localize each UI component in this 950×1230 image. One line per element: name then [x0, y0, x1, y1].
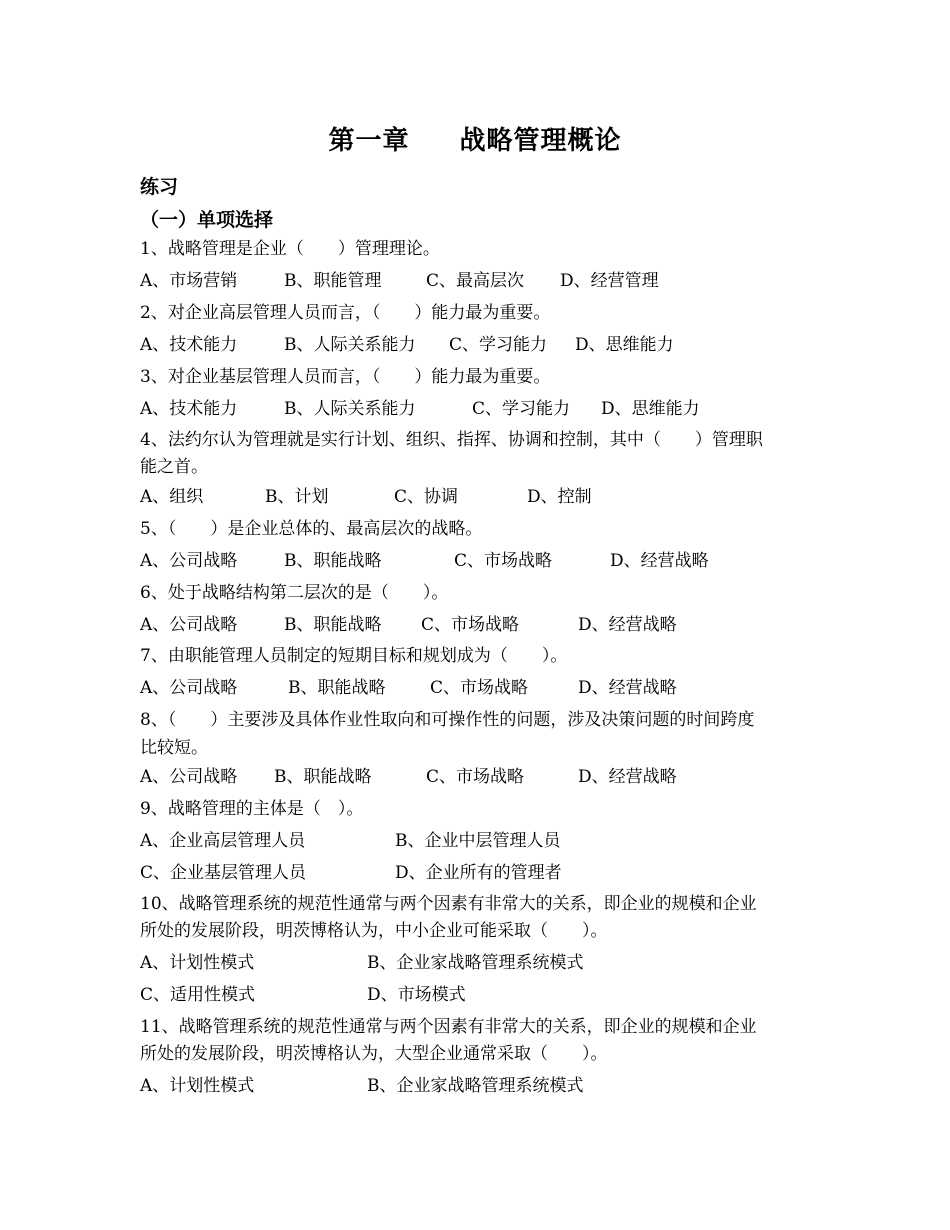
- answer-option: A、技术能力: [140, 399, 238, 419]
- answer-option: C、市场战略: [426, 767, 525, 787]
- question-text: 5、（ ）是企业总体的、最高层次的战略。: [140, 519, 483, 539]
- answer-option: A、企业高层管理人员: [140, 831, 306, 851]
- question-text: 1、战略管理是企业（ ）管理理论。: [140, 239, 440, 259]
- question-text: 8、（ ）主要涉及具体作业性取向和可操作性的问题，涉及决策问题的时间跨度: [140, 710, 755, 730]
- answer-option: B、企业中层管理人员: [395, 831, 561, 851]
- answer-option: D、经营管理: [560, 271, 659, 291]
- answer-option: D、控制: [527, 487, 592, 507]
- answer-option: C、适用性模式: [140, 985, 256, 1005]
- question-text: 所处的发展阶段，明茨博格认为，中小企业可能采取（ ）。: [140, 921, 608, 941]
- answer-option: A、市场营销: [140, 271, 238, 291]
- chapter-number: 第一章: [328, 126, 410, 156]
- question-text: 9、战略管理的主体是（ ）。: [140, 799, 364, 819]
- answer-option: B、职能战略: [284, 615, 382, 635]
- answer-option: A、组织: [140, 487, 204, 507]
- question-text: 所处的发展阶段，明茨博格认为，大型企业通常采取（ ）。: [140, 1044, 608, 1064]
- answer-option: B、职能战略: [274, 767, 372, 787]
- answer-option: A、技术能力: [140, 335, 238, 355]
- answer-option: C、学习能力: [472, 399, 571, 419]
- answer-option: A、公司战略: [140, 615, 238, 635]
- question-text: 比较短。: [140, 738, 208, 758]
- question-text: 能之首。: [140, 457, 208, 477]
- answer-option: D、思维能力: [601, 399, 700, 419]
- answer-option: C、企业基层管理人员: [140, 863, 307, 883]
- answer-option: C、市场战略: [430, 678, 529, 698]
- answer-option: C、市场战略: [454, 551, 553, 571]
- question-text: 11、战略管理系统的规范性通常与两个因素有非常大的关系，即企业的规模和企业: [140, 1017, 757, 1037]
- question-text: 2、对企业高层管理人员而言，（ ）能力最为重要。: [140, 303, 551, 323]
- answer-option: A、计划性模式: [140, 1076, 255, 1096]
- answer-option: A、公司战略: [140, 767, 238, 787]
- answer-option: D、市场模式: [367, 985, 466, 1005]
- answer-option: C、协调: [394, 487, 459, 507]
- answer-option: B、职能战略: [284, 551, 382, 571]
- section-heading: 练习: [140, 176, 179, 198]
- question-text: 3、对企业基层管理人员而言，（ ）能力最为重要。: [140, 367, 551, 387]
- answer-option: A、计划性模式: [140, 953, 255, 973]
- answer-option: B、人际关系能力: [284, 399, 416, 419]
- answer-option: B、职能管理: [284, 271, 382, 291]
- answer-option: B、企业家战略管理系统模式: [367, 953, 584, 973]
- question-text: 4、法约尔认为管理就是实行计划、组织、指挥、协调和控制，其中（ ）管理职: [140, 430, 763, 450]
- question-text: 10、战略管理系统的规范性通常与两个因素有非常大的关系，即企业的规模和企业: [140, 894, 757, 914]
- answer-option: B、企业家战略管理系统模式: [367, 1076, 584, 1096]
- question-text: 7、由职能管理人员制定的短期目标和规划成为（ ）。: [140, 646, 568, 666]
- answer-option: D、思维能力: [575, 335, 674, 355]
- answer-option: D、经营战略: [578, 678, 677, 698]
- answer-option: B、计划: [265, 487, 329, 507]
- answer-option: B、人际关系能力: [284, 335, 416, 355]
- answer-option: D、企业所有的管理者: [395, 863, 562, 883]
- answer-option: D、经营战略: [578, 615, 677, 635]
- answer-option: C、最高层次: [426, 271, 525, 291]
- answer-option: B、职能战略: [288, 678, 386, 698]
- answer-option: C、市场战略: [421, 615, 520, 635]
- chapter-name: 战略管理概论: [459, 126, 622, 156]
- answer-option: A、公司战略: [140, 678, 238, 698]
- answer-option: A、公司战略: [140, 551, 238, 571]
- answer-option: D、经营战略: [610, 551, 709, 571]
- question-text: 6、处于战略结构第二层次的是（ ）。: [140, 583, 449, 603]
- answer-option: D、经营战略: [578, 767, 677, 787]
- answer-option: C、学习能力: [449, 335, 548, 355]
- subsection-heading: （一）单项选择: [140, 209, 274, 231]
- chapter-title: [0, 120, 950, 157]
